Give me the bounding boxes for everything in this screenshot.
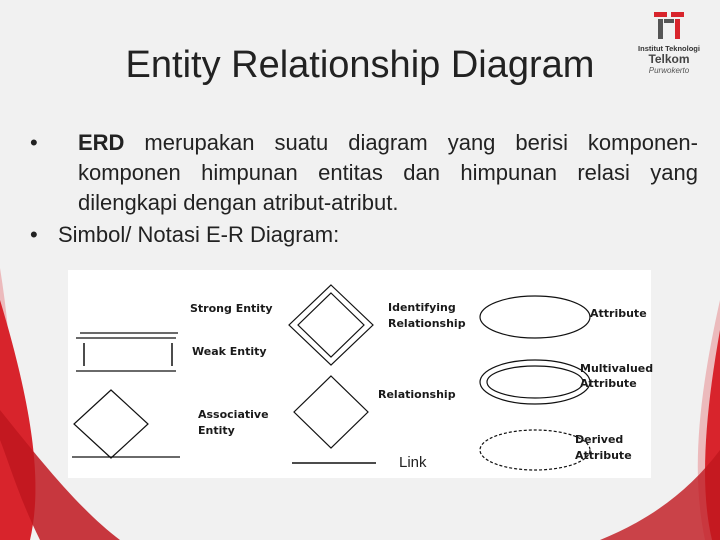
label-multivalued-attribute-2: Attribute xyxy=(580,377,637,390)
label-associative-entity-2: Entity xyxy=(198,424,235,437)
bullet-text: merupakan suatu diagram yang berisi komponen-komponen himpunan entitas dan himpunan relasi yang dilengkapi dengan atribut-atribut. xyxy=(78,130,698,215)
label-associative-entity-1: Associative xyxy=(198,408,269,421)
label-identifying-relationship-2: Relationship xyxy=(388,317,466,330)
bullet-text: Simbol/ Notasi E-R Diagram: xyxy=(58,222,340,247)
label-relationship: Relationship xyxy=(378,388,456,401)
associative-entity-diamond xyxy=(74,390,148,458)
bullet-marker: • xyxy=(30,130,38,155)
erd-symbols-drawing xyxy=(68,270,654,478)
bullet-list xyxy=(30,128,698,250)
slide-title: Entity Relationship Diagram xyxy=(125,44,595,86)
label-derived-attribute-2: Attribute xyxy=(575,449,632,462)
institution-logo xyxy=(628,10,710,82)
label-multivalued-attribute-1: Multivalued xyxy=(580,362,654,375)
bullet-bold-term: ERD xyxy=(78,130,125,155)
label-identifying-relationship-1: Identifying xyxy=(388,301,456,314)
identifying-relationship-inner xyxy=(298,293,364,357)
identifying-relationship-outer xyxy=(289,285,373,365)
bullet-marker: • xyxy=(30,222,38,247)
bullet-item-symbols xyxy=(30,220,698,250)
label-link: Link xyxy=(399,454,427,471)
logo-text-institute: Institut Teknologi xyxy=(638,44,700,53)
logo-text-campus: Purwokerto xyxy=(648,66,690,75)
label-strong-entity: Strong Entity xyxy=(190,302,273,315)
label-weak-entity: Weak Entity xyxy=(192,345,267,358)
multivalued-inner-ellipse xyxy=(487,366,583,398)
erd-notation-figure xyxy=(68,270,654,478)
telkom-logo-icon xyxy=(652,10,686,42)
logo-text-telkom: Telkom xyxy=(648,52,690,66)
relationship-diamond xyxy=(294,376,368,448)
derived-attribute-ellipse xyxy=(480,430,590,470)
attribute-ellipse xyxy=(480,296,590,338)
bullet-item-erd xyxy=(30,128,698,218)
label-attribute: Attribute xyxy=(590,307,647,320)
label-derived-attribute-1: Derived xyxy=(575,433,624,446)
